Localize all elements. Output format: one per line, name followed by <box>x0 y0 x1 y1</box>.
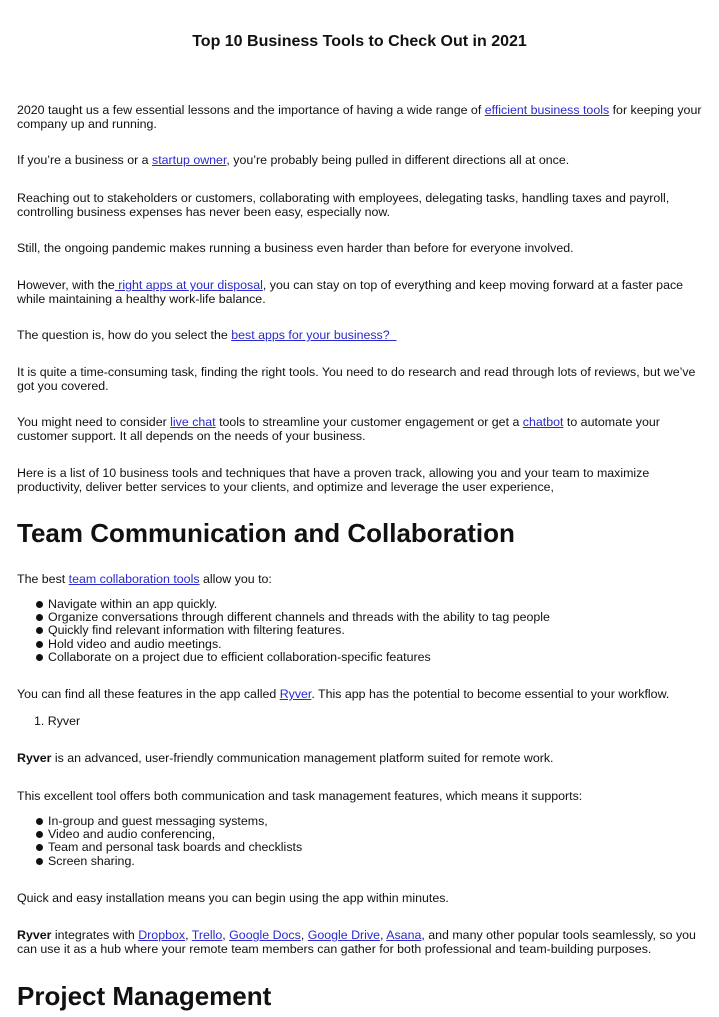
paragraph-integrations: Ryver integrates with Dropbox, Trello, Google Docs, Google Drive, Asana, and many other popular tools seamlessly, so you can use it as a hub where your remote team members can gather for both professional and team-building purposes. <box>17 928 696 956</box>
link-live-chat[interactable]: live chat <box>170 415 216 429</box>
link-ryver[interactable]: Ryver <box>279 687 312 701</box>
document-title: Top 10 Business Tools to Check Out in 2021 <box>192 33 527 50</box>
link-google-drive[interactable]: Google Drive <box>307 928 381 942</box>
link-team-collaboration-tools[interactable]: team collaboration tools <box>68 572 200 586</box>
list-item: Video and audio conferencing, <box>35 828 302 841</box>
paragraph-startup: If you’re a business or a startup owner, you’re probably being pulled in different directions all at once. <box>17 153 570 167</box>
paragraph-collab-tools: The best team collaboration tools allow you to: <box>17 572 272 586</box>
list-item: Organize conversations through different channels and threads with the ability to tag people <box>35 611 550 624</box>
link-efficient-business-tools[interactable]: efficient business tools <box>484 103 610 117</box>
link-google-docs[interactable]: Google Docs <box>229 928 301 942</box>
paragraph-pandemic: Still, the ongoing pandemic makes running a business even harder than before for everyone involved. <box>17 241 574 255</box>
paragraph-stakeholders: Reaching out to stakeholders or customers, collaborating with employees, delegating tasks, handling taxes and payroll, controlling business expenses has never been easy, especially now. <box>17 191 670 219</box>
link-right-apps[interactable]: right apps at your disposal <box>114 278 263 292</box>
link-best-apps[interactable]: best apps for your business? <box>231 328 397 342</box>
numbered-item-ryver: 1. Ryver <box>34 714 81 728</box>
paragraph-intro: 2020 taught us a few essential lessons and the importance of having a wide range of efficient business tools for keeping your company up and running. <box>17 103 702 131</box>
paragraph-list-intro: Here is a list of 10 business tools and techniques that have a proven track, allowing you and your team to maximize productivity, deliver better services to your clients, and optimize and leverage the user experience, <box>17 466 650 494</box>
link-asana[interactable]: Asana <box>386 928 422 942</box>
paragraph-installation: Quick and easy installation means you can begin using the app within minutes. <box>17 891 449 905</box>
link-chatbot[interactable]: chatbot <box>522 415 564 429</box>
list-item: In-group and guest messaging systems, <box>35 815 302 828</box>
list-item: Team and personal task boards and checklists <box>35 841 302 854</box>
bullet-list-ryver-features <box>35 815 302 868</box>
bullet-list-features <box>35 598 550 664</box>
paragraph-apps: However, with the right apps at your disposal, you can stay on top of everything and keep moving forward at a faster pace while maintaining a healthy work-life balance. <box>17 278 684 306</box>
list-item: Navigate within an app quickly. <box>35 598 550 611</box>
list-item: Hold video and audio meetings. <box>35 638 550 651</box>
link-startup-owner[interactable]: startup owner <box>152 153 227 167</box>
list-item: Screen sharing. <box>35 855 302 868</box>
paragraph-question: The question is, how do you select the best apps for your business? <box>17 328 397 342</box>
paragraph-ryver-intro: You can find all these features in the app called Ryver. This app has the potential to become essential to your workflow. <box>17 687 670 701</box>
link-dropbox[interactable]: Dropbox <box>138 928 186 942</box>
paragraph-live-chat: You might need to consider live chat tools to streamline your customer engagement or get a chatbot to automate your customer support. It all depends on the needs of your business. <box>17 415 660 443</box>
link-trello[interactable]: Trello <box>191 928 223 942</box>
list-item: Collaborate on a project due to efficient collaboration-specific features <box>35 651 550 664</box>
paragraph-ryver-description: Ryver is an advanced, user-friendly communication management platform suited for remote work. <box>17 751 554 765</box>
heading-project-management: Project Management <box>17 981 272 1011</box>
paragraph-ryver-supports: This excellent tool offers both communication and task management features, which means it supports: <box>17 789 583 803</box>
heading-team-communication: Team Communication and Collaboration <box>17 518 515 548</box>
paragraph-research: It is quite a time-consuming task, finding the right tools. You need to do research and read through lots of reviews, but we’ve got you covered. <box>17 365 696 393</box>
list-item: Quickly find relevant information with filtering features. <box>35 624 550 637</box>
